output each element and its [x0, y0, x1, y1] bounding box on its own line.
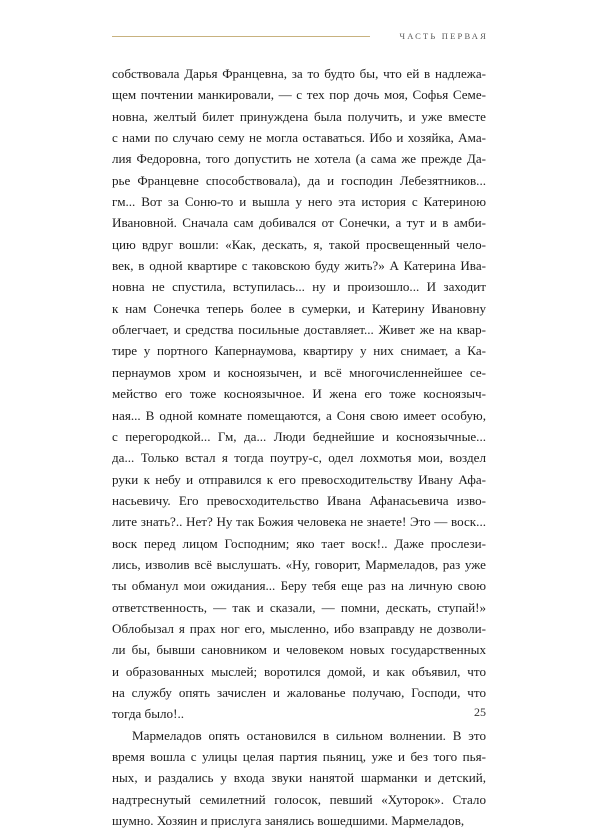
text-line: к нам Сонечка теперь более в сумерки, и Катерину Ивановну [112, 300, 486, 316]
text-line: пернаумов хром и косноязычен, и всё многочисленнейшее се- [112, 364, 486, 380]
text-line: ты обманул мои ожидания... Беру тебя еще раз на личную свою [112, 578, 486, 594]
text-line: рье Францевне способствовала), да и господин Лебезятников... [112, 172, 486, 188]
text-line: тире у портного Капернаумова, квартиру у них снимает, а Ка- [112, 343, 486, 359]
text-line: надтреснутый семилетний голосок, певший «Хуторок». Стало [112, 791, 486, 807]
running-head-title: ЧАСТЬ ПЕРВАЯ [399, 31, 488, 41]
text-line: новна, желтый билет принуждена была получить, и уже вместе [112, 108, 486, 124]
text-line: на службу опять зачислен и жалованье получаю, Господи, что [112, 684, 486, 700]
text-line: с нами по случаю сему не могла оставаться. Ибо и хозяйка, Ама- [112, 130, 486, 146]
paragraph-2 [112, 725, 486, 831]
text-line: с перегородкой... Гм, да... Люди беднейшие и косноязычные... [112, 428, 486, 444]
text-line: век, в одной квартире с таковскою буду жить?» А Катерина Ива- [112, 258, 486, 274]
running-head [112, 27, 488, 47]
text-line: время вошла с улицы целая партия пьяниц, уже и без того пья- [112, 749, 486, 764]
text-line: тогда было!.. [112, 706, 185, 722]
text-line: ных, и раздались у входа звуки нанятой шарманки и детский, [112, 770, 486, 786]
header-rule [112, 36, 370, 37]
text-line: собствовала Дарья Францевна, за то будто бы, что ей в надлежа- [112, 66, 486, 81]
text-line: мейство его тоже косноязычное. И жена его тоже косноязыч- [112, 386, 486, 402]
text-line: Мармеладов опять остановился в сильном волнении. В это [132, 727, 486, 743]
text-line: ответственность, — так и сказали, — помни, дескать, ступай!» [112, 599, 486, 615]
text-line: Облобызал я прах ног его, мысленно, ибо взаправду не дозволи- [112, 620, 486, 636]
text-line: руки к небу и отправился к его превосходительству Ивану Афа- [112, 471, 486, 487]
text-line: облегчает, и средства посильные доставляет... Живет же на квар- [112, 322, 486, 338]
page-number: 25 [474, 705, 486, 719]
body-text [112, 63, 486, 831]
text-line: щем почтении манкировали, — с тех пор дочь моя, Софья Семе- [112, 87, 486, 103]
text-line: воск перед лицом Господним; яко тает воск!.. Даже прослези- [112, 535, 486, 551]
text-line: цию вдруг вошли: «Как, дескать, я, такой просвещенный чело- [112, 236, 486, 252]
text-line: и образованных мыслей; воротился домой, и как объявил, что [112, 663, 486, 679]
text-line: ная... В одной комнате помещаются, а Соня свою имеет особую, [112, 407, 486, 423]
text-line: шумно. Хозяин и прислуга занялись вошедшими. Мармеладов, [112, 813, 465, 829]
text-line: гм... Вот за Соню-то и вышла у него эта история с Катериною [112, 194, 486, 210]
text-line: ли бы, бывши сановником и человеком новых государственных [112, 642, 486, 658]
text-line: да... Только встал я тогда поутру-с, одел лохмотья мои, воздел [112, 450, 486, 466]
paragraph-1 [112, 63, 486, 725]
text-line: лите знать?.. Нет? Ну так Божия человека не знаете! Это — воск... [112, 514, 486, 530]
text-line: лись, изволив всё выслушать. «Ну, говорит, Мармеладов, раз уже [112, 556, 486, 572]
text-line: лия Федоровна, того допустить не хотела (а сама же прежде Да- [112, 151, 486, 167]
text-line: Ивановной. Сначала сам добивался от Сонечки, а тут и в амби- [112, 215, 486, 231]
text-line: новна не спустила, вступилась... ну и произошло... И заходит [112, 279, 486, 295]
text-line: насьевичу. Его превосходительство Ивана Афанасьевича изво- [112, 492, 486, 508]
